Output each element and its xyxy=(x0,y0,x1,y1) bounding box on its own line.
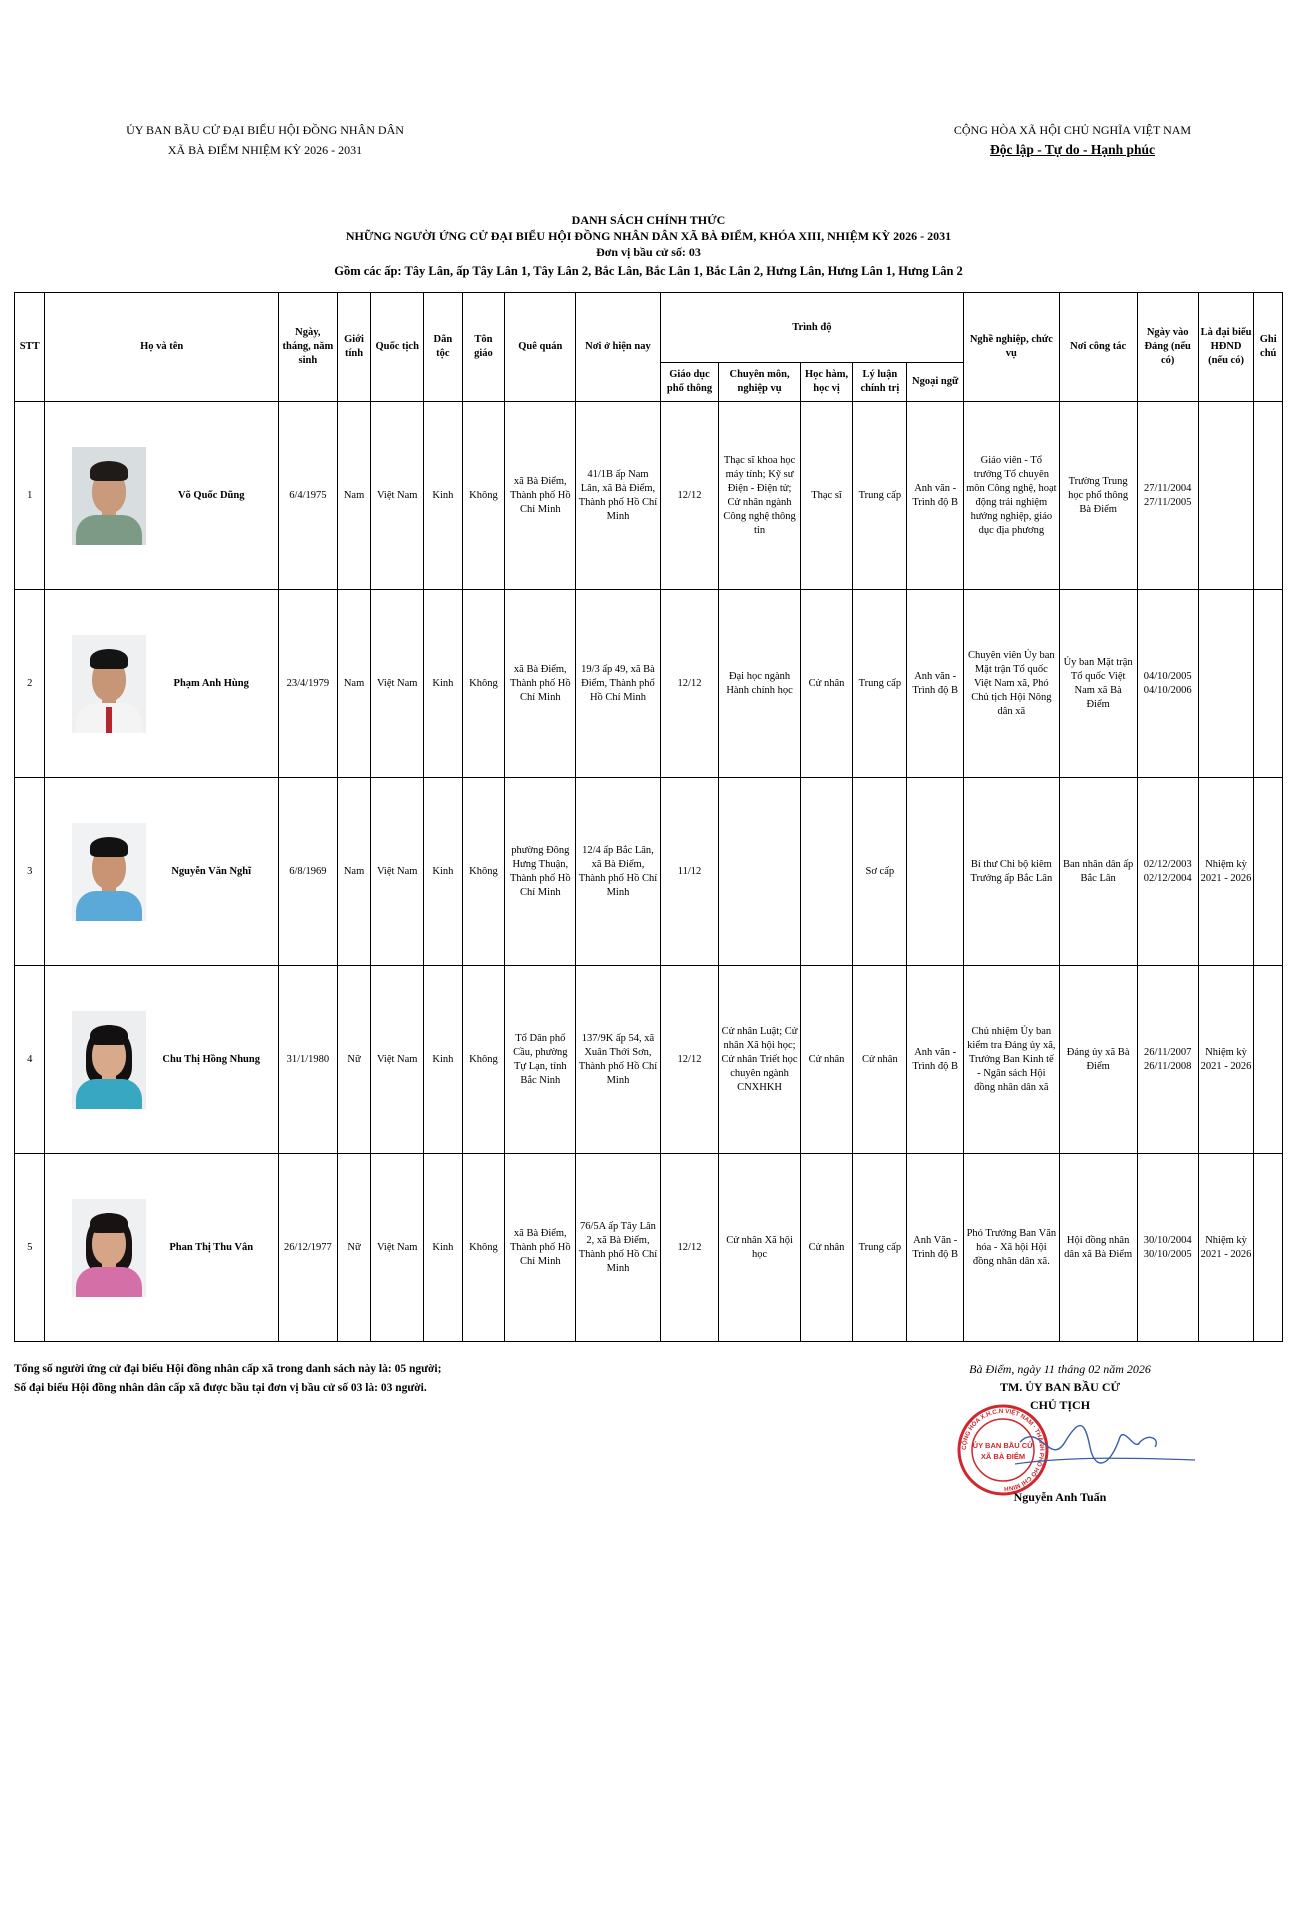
national-motto: Độc lập - Tự do - Hạnh phúc xyxy=(989,142,1156,157)
th-is-delegate: Là đại biểu HĐND (nếu có) xyxy=(1198,293,1254,402)
cell-language xyxy=(907,778,964,966)
th-education: Trình độ xyxy=(660,293,964,363)
cell-language: Anh văn - Trình độ B xyxy=(907,590,964,778)
cell-specialty xyxy=(719,778,800,966)
table-row xyxy=(15,1154,1283,1342)
cell-party-date: 02/12/2003 02/12/2004 xyxy=(1137,778,1198,966)
th-residence: Nơi ở hiện nay xyxy=(576,293,660,402)
cell-hometown: phường Đông Hưng Thuận, Thành phố Hồ Chí Minh xyxy=(505,778,576,966)
total-seats: Số đại biểu Hội đồng nhân dân cấp xã được bầu tại đơn vị bầu cử số 03 là: 03 người. xyxy=(14,1382,427,1394)
th-nationality: Quốc tịch xyxy=(371,293,424,402)
cell-hometown: xã Bà Điểm, Thành phố Hồ Chí Minh xyxy=(505,590,576,778)
cell-dob: 26/12/1977 xyxy=(278,1154,337,1342)
title-line-1: DANH SÁCH CHÍNH THỨC xyxy=(571,213,726,227)
cell-stt: 4 xyxy=(15,966,45,1154)
cell-hometown: Tổ Dân phố Cầu, phường Tự Lạn, tỉnh Bắc Ninh xyxy=(505,966,576,1154)
cell-ethnicity: Kinh xyxy=(424,402,463,590)
cell-general-ed: 12/12 xyxy=(660,402,719,590)
cell-occupation: Bí thư Chi bộ kiêm Trưởng ấp Bắc Lân xyxy=(964,778,1059,966)
cell-politics: Sơ cấp xyxy=(853,778,907,966)
cell-specialty: Cử nhân Xã hội học xyxy=(719,1154,800,1342)
cell-party-date: 30/10/2004 30/10/2005 xyxy=(1137,1154,1198,1342)
cell-nationality: Việt Nam xyxy=(371,590,424,778)
cell-occupation: Chuyên viên Ủy ban Mặt trận Tổ quốc Việt Nam xã, Phó Chủ tịch Hội Nông dân xã xyxy=(964,590,1059,778)
cell-gender: Nữ xyxy=(337,966,371,1154)
cell-degree: Thạc sĩ xyxy=(800,402,853,590)
th-hometown: Quê quán xyxy=(505,293,576,402)
cell-is-delegate: Nhiệm kỳ 2021 - 2026 xyxy=(1198,778,1254,966)
th-workplace: Nơi công tác xyxy=(1059,293,1137,402)
cell-name xyxy=(45,1154,278,1342)
th-stt: STT xyxy=(15,293,45,402)
cell-language: Anh Văn - Trình độ B xyxy=(907,1154,964,1342)
cell-politics: Cử nhân xyxy=(853,966,907,1154)
cell-workplace: Ban nhân dân ấp Bắc Lân xyxy=(1059,778,1137,966)
cell-gender: Nam xyxy=(337,402,371,590)
signer-name: Nguyễn Anh Tuấn xyxy=(1013,1490,1107,1504)
cell-residence: 19/3 ấp 49, xã Bà Điểm, Thành phố Hồ Chí Minh xyxy=(576,590,660,778)
cell-stt: 3 xyxy=(15,778,45,966)
candidate-name: Phạm Anh Hùng xyxy=(173,677,249,689)
cell-name xyxy=(45,402,278,590)
cell-dob: 6/8/1969 xyxy=(278,778,337,966)
cell-dob: 23/4/1979 xyxy=(278,590,337,778)
cell-is-delegate: Nhiệm kỳ 2021 - 2026 xyxy=(1198,966,1254,1154)
candidate-name: Chu Thị Hồng Nhung xyxy=(162,1053,260,1065)
candidate-name: Phan Thị Thu Vân xyxy=(169,1241,254,1253)
issuer-line-1: ỦY BAN BẦU CỬ ĐẠI BIỂU HỘI ĐỒNG NHÂN DÂN xyxy=(126,123,404,137)
th-degree: Học hàm, học vị xyxy=(800,363,853,402)
title-line-4: Gồm các ấp: Tây Lân, ấp Tây Lân 1, Tây Lân 2, Bắc Lân, Bắc Lân 1, Bắc Lân 2, Hưng Lân, Hưng Lân 1, Hưng Lân 2 xyxy=(334,264,963,278)
candidate-name: Võ Quốc Dũng xyxy=(177,489,245,501)
cell-specialty: Cử nhân Luật; Cử nhân Xã hội học; Cử nhân Triết học chuyên ngành CNXHKH xyxy=(719,966,800,1154)
cell-ethnicity: Kinh xyxy=(424,1154,463,1342)
national-name: CỘNG HÒA XÃ HỘI CHỦ NGHĨA VIỆT NAM xyxy=(953,123,1192,137)
th-ethnicity: Dân tộc xyxy=(424,293,463,402)
cell-degree xyxy=(800,778,853,966)
table-row xyxy=(15,778,1283,966)
cell-name xyxy=(45,778,278,966)
th-name: Họ và tên xyxy=(45,293,278,402)
cell-general-ed: 12/12 xyxy=(660,966,719,1154)
cell-nationality: Việt Nam xyxy=(371,402,424,590)
th-party-date: Ngày vào Đảng (nếu có) xyxy=(1137,293,1198,402)
cell-gender: Nam xyxy=(337,590,371,778)
cell-residence: 41/1B ấp Nam Lân, xã Bà Điểm, Thành phố Hồ Chí Minh xyxy=(576,402,660,590)
total-candidates: Tổng số người ứng cử đại biểu Hội đồng nhân cấp xã trong danh sách này là: 05 người; xyxy=(14,1363,442,1375)
cell-name xyxy=(45,590,278,778)
candidate-table xyxy=(14,292,1283,1342)
cell-religion: Không xyxy=(462,778,505,966)
table-row xyxy=(15,402,1283,590)
table-row xyxy=(15,590,1283,778)
cell-workplace: Đảng ủy xã Bà Điểm xyxy=(1059,966,1137,1154)
cell-stt: 1 xyxy=(15,402,45,590)
issuer-header xyxy=(95,120,435,160)
cell-ethnicity: Kinh xyxy=(424,966,463,1154)
cell-is-delegate: Nhiệm kỳ 2021 - 2026 xyxy=(1198,1154,1254,1342)
title-line-3: Đơn vị bầu cử số: 03 xyxy=(596,245,701,259)
cell-ethnicity: Kinh xyxy=(424,590,463,778)
cell-language: Anh văn - Trình độ B xyxy=(907,966,964,1154)
cell-general-ed: 12/12 xyxy=(660,1154,719,1342)
candidate-photo xyxy=(72,447,146,545)
issuer-line-2: XÃ BÀ ĐIỂM NHIỆM KỲ 2026 - 2031 xyxy=(167,143,363,157)
sign-position: CHỦ TỊCH xyxy=(1029,1398,1091,1412)
cell-workplace: Ủy ban Mặt trận Tổ quốc Việt Nam xã Bà Điểm xyxy=(1059,590,1137,778)
cell-note xyxy=(1254,778,1283,966)
candidate-photo xyxy=(72,1199,146,1297)
cell-dob: 6/4/1975 xyxy=(278,402,337,590)
cell-degree: Cử nhân xyxy=(800,590,853,778)
cell-religion: Không xyxy=(462,402,505,590)
cell-ethnicity: Kinh xyxy=(424,778,463,966)
cell-general-ed: 11/12 xyxy=(660,778,719,966)
cell-politics: Trung cấp xyxy=(853,590,907,778)
cell-gender: Nữ xyxy=(337,1154,371,1342)
cell-gender: Nam xyxy=(337,778,371,966)
cell-specialty: Đại học ngành Hành chính học xyxy=(719,590,800,778)
cell-residence: 137/9K ấp 54, xã Xuân Thới Sơn, Thành phố Hồ Chí Minh xyxy=(576,966,660,1154)
cell-nationality: Việt Nam xyxy=(371,1154,424,1342)
title-line-2: NHỮNG NGƯỜI ỨNG CỬ ĐẠI BIỂU HỘI ĐỒNG NHÂN DÂN XÃ BÀ ĐIỂM, KHÓA XIII, NHIỆM KỲ 2026 - 2031 xyxy=(345,229,952,243)
cell-stt: 5 xyxy=(15,1154,45,1342)
handwritten-signature xyxy=(1010,1412,1200,1482)
cell-language: Anh văn - Trình độ B xyxy=(907,402,964,590)
national-header xyxy=(900,120,1245,160)
svg-text:ỦY BAN BẦU CỬ: ỦY BAN BẦU CỬ xyxy=(972,1441,1034,1450)
cell-religion: Không xyxy=(462,590,505,778)
cell-residence: 76/5A ấp Tây Lân 2, xã Bà Điểm, Thành phố Hồ Chí Minh xyxy=(576,1154,660,1342)
svg-text:XÃ BÀ ĐIỂM: XÃ BÀ ĐIỂM xyxy=(980,1452,1026,1461)
cell-hometown: xã Bà Điểm, Thành phố Hồ Chí Minh xyxy=(505,1154,576,1342)
cell-religion: Không xyxy=(462,966,505,1154)
candidate-photo xyxy=(72,635,146,733)
cell-occupation: Phó Trưởng Ban Văn hóa - Xã hội Hội đồng nhân dân xã. xyxy=(964,1154,1059,1342)
cell-degree: Cử nhân xyxy=(800,1154,853,1342)
document-titles xyxy=(0,212,1297,279)
th-religion: Tôn giáo xyxy=(462,293,505,402)
cell-stt: 2 xyxy=(15,590,45,778)
cell-name xyxy=(45,966,278,1154)
cell-general-ed: 12/12 xyxy=(660,590,719,778)
th-note: Ghi chú xyxy=(1254,293,1283,402)
cell-nationality: Việt Nam xyxy=(371,966,424,1154)
cell-party-date: 04/10/2005 04/10/2006 xyxy=(1137,590,1198,778)
cell-is-delegate xyxy=(1198,590,1254,778)
candidate-photo xyxy=(72,1011,146,1109)
candidate-name: Nguyễn Văn Nghĩ xyxy=(171,865,252,877)
cell-note xyxy=(1254,402,1283,590)
th-politics: Lý luận chính trị xyxy=(853,363,907,402)
cell-dob: 31/1/1980 xyxy=(278,966,337,1154)
cell-workplace: Trường Trung học phổ thông Bà Điểm xyxy=(1059,402,1137,590)
cell-party-date: 27/11/2004 27/11/2005 xyxy=(1137,402,1198,590)
cell-occupation: Chủ nhiệm Ủy ban kiểm tra Đảng ủy xã, Trưởng Ban Kinh tế - Ngân sách Hội đồng nhân dân xã xyxy=(964,966,1059,1154)
sign-date: Bà Điểm, ngày 11 tháng 02 năm 2026 xyxy=(969,1362,1151,1376)
cell-is-delegate xyxy=(1198,402,1254,590)
candidate-photo xyxy=(72,823,146,921)
th-specialty: Chuyên môn, nghiệp vụ xyxy=(719,363,800,402)
cell-party-date: 26/11/2007 26/11/2008 xyxy=(1137,966,1198,1154)
th-occupation: Nghề nghiệp, chức vụ xyxy=(964,293,1059,402)
cell-workplace: Hội đồng nhân dân xã Bà Điểm xyxy=(1059,1154,1137,1342)
cell-residence: 12/4 ấp Bắc Lân, xã Bà Điểm, Thành phố Hồ Chí Minh xyxy=(576,778,660,966)
cell-religion: Không xyxy=(462,1154,505,1342)
table-row xyxy=(15,966,1283,1154)
cell-politics: Trung cấp xyxy=(853,1154,907,1342)
cell-note xyxy=(1254,1154,1283,1342)
th-dob: Ngày, tháng, năm sinh xyxy=(278,293,337,402)
cell-note xyxy=(1254,966,1283,1154)
cell-hometown: xã Bà Điểm, Thành phố Hồ Chí Minh xyxy=(505,402,576,590)
th-language: Ngoại ngữ xyxy=(907,363,964,402)
cell-note xyxy=(1254,590,1283,778)
th-general-ed: Giáo dục phổ thông xyxy=(660,363,719,402)
cell-degree: Cử nhân xyxy=(800,966,853,1154)
th-gender: Giới tính xyxy=(337,293,371,402)
cell-occupation: Giáo viên - Tổ trưởng Tổ chuyên môn Công nghệ, hoạt động trải nghiệm hướng nghiệp, giáo dục địa phương xyxy=(964,402,1059,590)
svg-text:CỘNG HÒA X.H.C.N VIỆT NAM · TH: CỘNG HÒA X.H.C.N VIỆT NAM · THÀNH PHỐ HỒ CHÍ MINH xyxy=(960,1407,1046,1493)
cell-nationality: Việt Nam xyxy=(371,778,424,966)
summary-totals xyxy=(14,1360,441,1398)
cell-politics: Trung cấp xyxy=(853,402,907,590)
cell-specialty: Thạc sĩ khoa học máy tính; Kỹ sư Điện - Điện tử; Cử nhân ngành Công nghệ thông tin xyxy=(719,402,800,590)
sign-tm: TM. ỦY BAN BẦU CỬ xyxy=(999,1380,1121,1394)
